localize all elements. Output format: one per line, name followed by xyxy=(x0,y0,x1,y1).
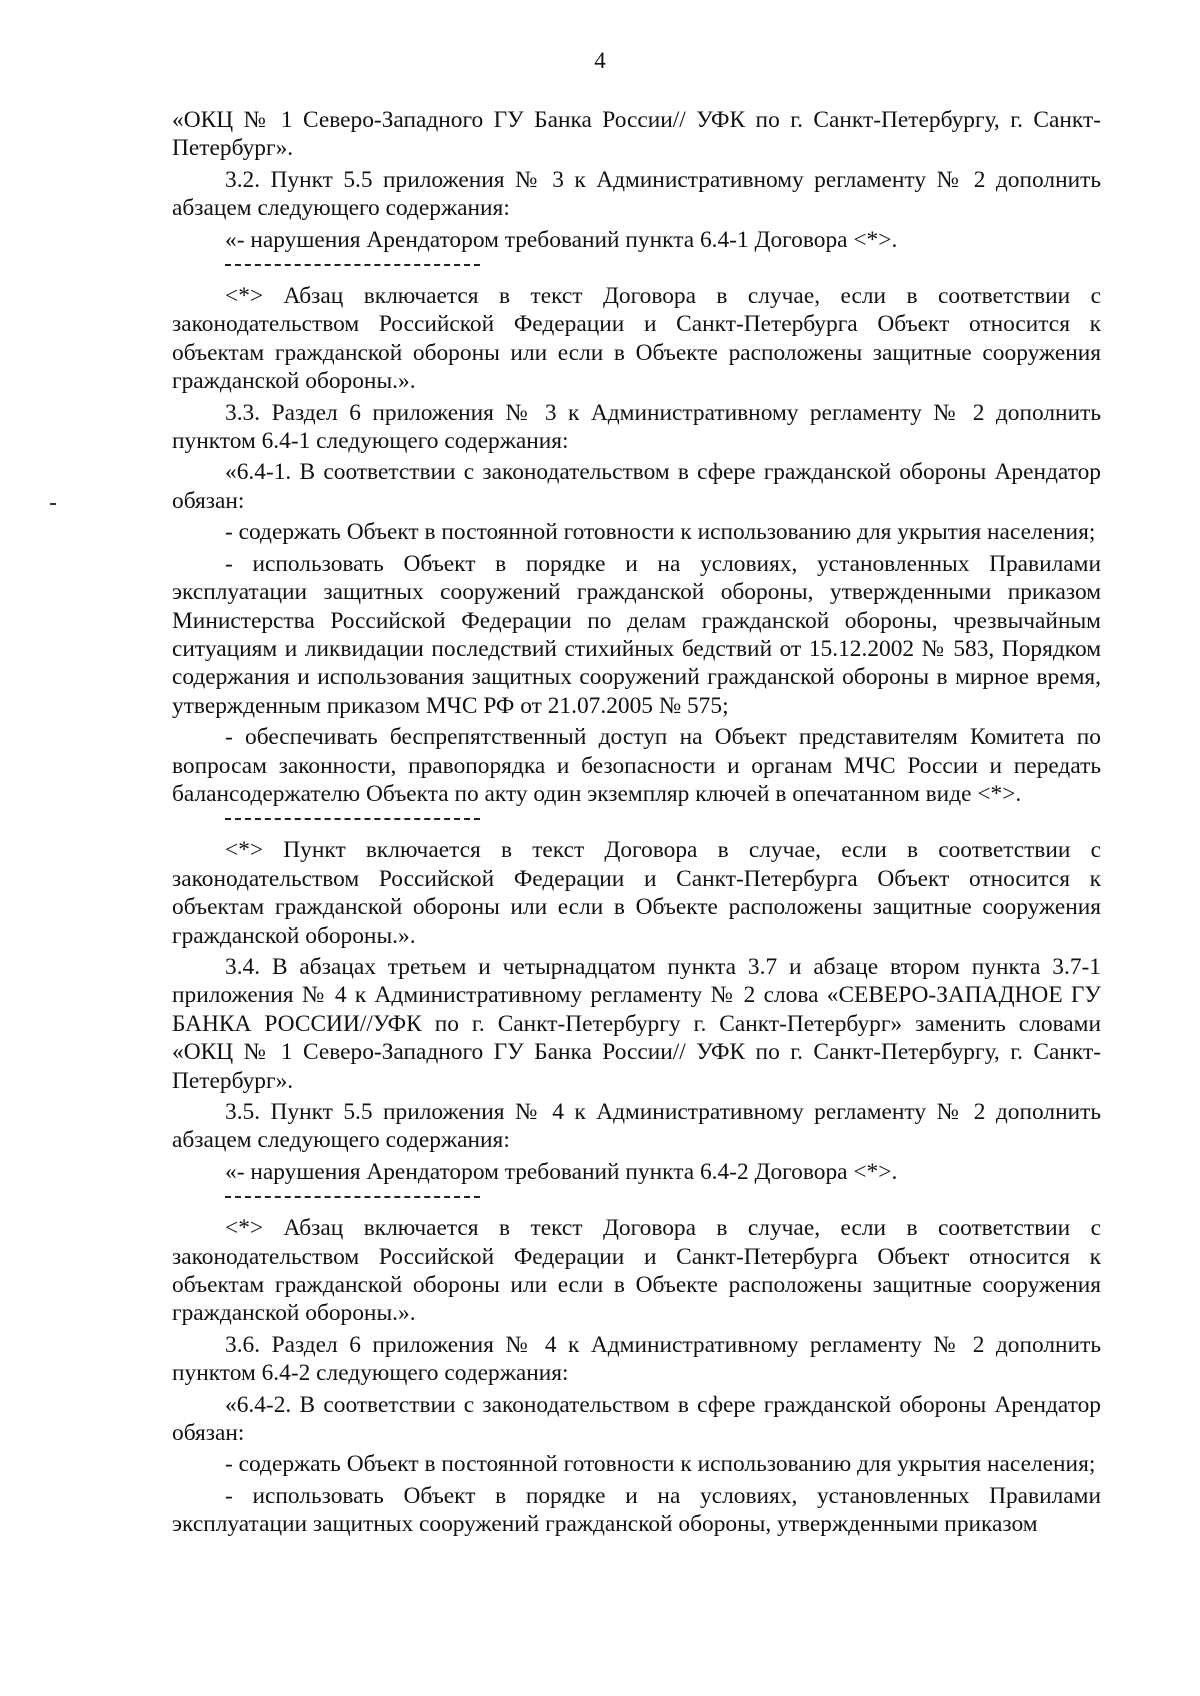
paragraph-3-5: 3.5. Пункт 5.5 приложения № 4 к Административному регламенту № 2 дополнить абзацем следующего содержания: xyxy=(172,1099,1101,1154)
paragraph-6-4-2: «6.4-2. В соответствии с законодательством в сфере гражданской обороны Арендатор обязан: xyxy=(172,1391,1101,1447)
list-item-use-2: - использовать Объект в порядке и на условиях, установленных Правилами эксплуатации защитных сооружений гражданской обороны, утвержденными приказом xyxy=(172,1482,1101,1538)
paragraph-6-4-1: «6.4-1. В соответствии с законодательством в сфере гражданской обороны Арендатор обязан: xyxy=(172,459,1101,514)
footnote-separator xyxy=(225,256,1101,268)
paragraph-violation-6-4-2: «- нарушения Арендатором требований пункта 6.4-2 Договора <*>. xyxy=(225,1158,898,1185)
paragraph-3-4: 3.4. В абзацах третьем и четырнадцатом пункта 3.7 и абзаце втором пункта 3.7-1 приложения № 4 к Административному регламенту № 2 слова «СЕВЕРО-ЗАПАДНОЕ ГУ БАНКА РОССИИ//УФК по г. Санкт-Петербургу г. Санкт-Петербург» заменить словами «ОКЦ № 1 Северо-Западного ГУ Банка России// УФК по г. Санкт-Петербургу, г. Санкт-Петербург». xyxy=(172,953,1101,1094)
paragraph-3-6: 3.6. Раздел 6 приложения № 4 к Административному регламенту № 2 дополнить пунктом 6.4-2 следующего содержания: xyxy=(172,1331,1101,1387)
paragraph-bank-details: «ОКЦ № 1 Северо-Западного ГУ Банка России// УФК по г. Санкт-Петербургу, г. Санкт-Петербург». xyxy=(172,107,1101,162)
list-item-maintain-2: - содержать Объект в постоянной готовности к использованию для укрытия населения; xyxy=(225,1451,1096,1478)
paragraph-violation-6-4-1: «- нарушения Арендатором требований пункта 6.4-1 Договора <*>. xyxy=(225,226,898,253)
page-number: 4 xyxy=(594,48,606,73)
footnote-punkt: <*> Пункт включается в текст Договора в случае, если в соответствии с законодательством Российской Федерации и Санкт-Петербурга Объект относится к объектам гражданской обороны или если в Объекте расположены защитные сооружения гражданской обороны.». xyxy=(172,837,1101,949)
footnote-abzac-1: <*> Абзац включается в текст Договора в случае, если в соответствии с законодательством Российской Федерации и Санкт-Петербурга Объект относится к объектам гражданской обороны или если в Объекте расположены защитные сооружения гражданской обороны.». xyxy=(172,283,1101,395)
footnote-separator xyxy=(225,810,1101,822)
list-item-use: - использовать Объект в порядке и на условиях, установленных Правилами эксплуатации защитных сооружений гражданской обороны, утвержденными приказом Министерства Российской Федерации по делам гражданской обороны, чрезвычайным ситуациям и ликвидации последствий стихийных бедствий от 15.12.2002 № 583, Порядком содержания и использования защитных сооружений гражданской обороны в мирное время, утвержденным приказом МЧС РФ от 21.07.2005 № 575; xyxy=(172,550,1101,719)
paragraph-3-2: 3.2. Пункт 5.5 приложения № 3 к Административному регламенту № 2 дополнить абзацем следующего содержания: xyxy=(172,166,1101,222)
list-item-access: - обеспечивать беспрепятственный доступ на Объект представителям Комитета по вопросам законности, правопорядка и безопасности и органам МЧС России и передать балансодержателю Объекта по акту один экземпляр ключей в опечатанном виде <*>. xyxy=(172,724,1101,807)
document-body xyxy=(172,106,1101,1539)
scan-artifact-mark xyxy=(50,503,56,505)
footnote-separator xyxy=(225,1188,1101,1200)
list-item-maintain: - содержать Объект в постоянной готовности к использованию для укрытия населения; xyxy=(225,519,1096,546)
paragraph-3-3: 3.3. Раздел 6 приложения № 3 к Административному регламенту № 2 дополнить пунктом 6.4-1 следующего содержания: xyxy=(172,399,1101,455)
footnote-abzac-2: <*> Абзац включается в текст Договора в случае, если в соответствии с законодательством Российской Федерации и Санкт-Петербурга Объект относится к объектам гражданской обороны или если в Объекте расположены защитные сооружения гражданской обороны.». xyxy=(172,1215,1101,1327)
